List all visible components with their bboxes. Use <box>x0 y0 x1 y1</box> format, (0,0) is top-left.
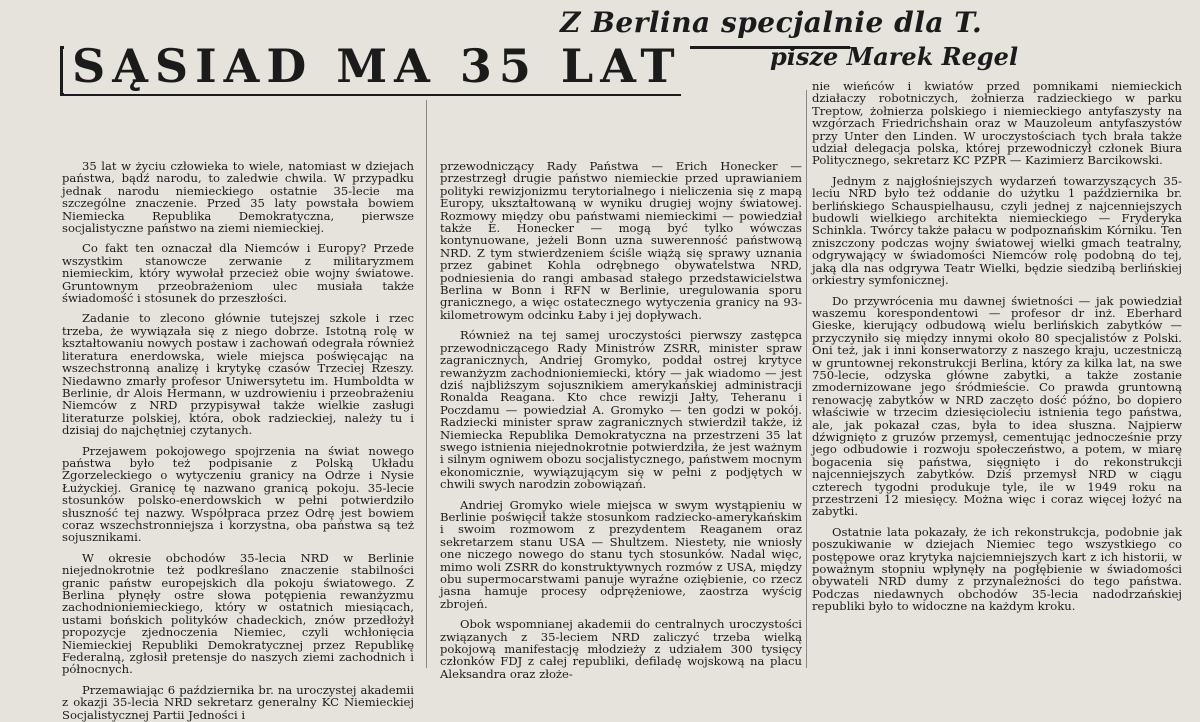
paragraph: W okresie obchodów 35-lecia NRD w Berlinie niejednokrotnie też podkreślano znaczenie stabilności granic państw europejskich dla pokoju światowego. Z Berlina płynęły ostre słowa potępienia rewanżyzmu zachodnioniemieckiego, który w ostatnich miesiącach, ustami bońskich polityków chadeckich, znów przedłożył propozycje zjednoczenia Niemiec, czyli wchłonięcia Niemieckiej Republiki Demokratycznej przez Republikę Federalną, zgłosił pretensje do naszych ziemi zachodnich i północnych. <box>62 550 414 677</box>
column-divider <box>426 100 427 668</box>
column-divider <box>806 90 807 668</box>
paragraph: Co fakt ten oznaczał dla Niemców i Europy? Przede wszystkim stanowcze zerwanie z militaryzmem niemieckim, który wywołał przecież obie wojny światowe. Gruntownym przeobrażeniom ulec musiała także świadomość i stosunek do przeszłości. <box>62 241 414 306</box>
paragraph: Zadanie to zlecono głównie tutejszej szkole i rzec trzeba, że wywiązała się z niego dobrze. Istotną rolę w kształtowaniu nowych postaw i zachowań odegrała również literatura enerdowska, wiele miejsca poświęcając na wszechstronną analizę i krytykę czasów Trzeciej Rzeszy. Niedawno zmarły profesor Uniwersytetu im. Humboldta w Berlinie, dr Alois Hermann, w uzdrowieniu i przeobrażeniu Niemców z NRD przypisywał także wielkie zasługi literaturze polskiej, która, obok radzieckiej, należy tu i dzisiaj do najchętniej czytanych. <box>62 311 414 438</box>
paragraph: Przejawem pokojowego spojrzenia na świat nowego państwa było też podpisanie z Polską Układu Zgorzeleckiego o wytyczeniu granicy na Odrze i Nysie Łużyckiej. Granicę tę nazwano granicą pokoju. 35-lecie stosunków polsko-enerdowskich w pełni potwierdziło słuszność tej nazwy. Współpraca przez Odrę jest bowiem coraz wszechstronniejsza i korzystna, oba państwa są też sojusznikami. <box>62 443 414 545</box>
paragraph: Jednym z najgłośniejszych wydarzeń towarzyszących 35-leciu NRD było też oddanie do użytku 1 października br. berlińskiego Schauspielhausu, czyli jednej z najcenniejszych budowli wielkiego architekta niemieckiego — Fryderyka Schinkla. Twórcy także pałacu w podpoznańskim Kórniku. Ten zniszczony podczas wojny światowej wielki gmach teatralny, odgrywający w świadomości Niemców rolę podobną do tej, jaką dla nas odgrywa Teatr Wielki, będzie siedzibą berlińskiej orkiestry symfonicznej. <box>812 173 1182 288</box>
page-title: SĄSIAD MA 35 LAT <box>64 38 690 94</box>
paragraph: Andriej Gromyko wiele miejsca w swym wystąpieniu w Berlinie poświęcił także stosunkom radziecko-amerykańskim i swoim rozmowom z prezydentem Reaganem oraz sekretarzem stanu USA — Shultzem. Niestety, nie wniosły one niczego nowego do stanu tych stosunków. Nadal więc, mimo woli ZSRR do konstruktywnych rozmów z USA, między obu supermocarstwami panuje wyraźne oziębienie, co rzecz jasna hamuje procesy odprężeniowe, zaostrza wyścig zbrojeń. <box>440 497 802 611</box>
paragraph: nie wieńców i kwiatów przed pomnikami niemieckich działaczy robotniczych, żołnierza radzieckiego w parku Treptow, żołnierza polskiego i niemieckiego antyfaszysty na wzgórzach Friedrichshain oraz w Mauzoleum antyfaszystów przy Unter den Linden. W uroczystościach tych brała także udział delegacja polska, której przewodniczył członek Biura Politycznego, sekretarz KC PZPR — Kazimierz Barcikowski. <box>812 79 1182 168</box>
article-kicker: Z Berlina specjalnie dla T. <box>560 6 983 39</box>
article-column-1 <box>62 159 414 722</box>
paragraph: Również na tej samej uroczystości pierwszy zastępca przewodniczącego Rady Ministrów ZSRR, minister spraw zagranicznych, Andriej Gromyko, poddał ostrej krytyce rewanżyzm zachodnioniemiecki, który — jak wiadomo — jest dziś najbliższym sojusznikiem amerykańskiej administracji Ronalda Reagana. Kto chce rewizji Jałty, Teheranu i Poczdamu — powiedział A. Gromyko — ten godzi w pokój. Radziecki minister spraw zagranicznych stwierdził także, iż Niemiecka Republika Demokratyczna na przestrzeni 35 lat swego istnienia niejednokrotnie potwierdziła, że jest ważnym i silnym ogniwem obozu socjalistycznego, państwem mocnym ekonomicznie, wywiązującym się w pełni z podjętych w chwili swych narodzin zobowiązań. <box>440 328 802 492</box>
paragraph: Ostatnie lata pokazały, że ich rekonstrukcja, podobnie jak poszukiwanie w dziejach Niemiec tego wszystkiego co postępowe oraz krytyka najciemniejszych kart z ich historii, w poważnym stopniu wpłynęły na pogłębienie w świadomości obywateli NRD dumy z przynależności do tego państwa. Podczas niedawnych obchodów 35-lecia nadodrzańskiej republiki było to widoczne na każdym kroku. <box>812 524 1182 614</box>
article-column-3 <box>812 80 1182 668</box>
paragraph: 35 lat w życiu człowieka to wiele, natomiast w dziejach państwa, bądź narodu, to zaledwie chwila. W przypadku jednak narodu niemieckiego ostatnie 35-lecie ma szczególne znaczenie. Przed 35 laty powstała bowiem Niemiecka Republika Demokratyczna, pierwsze socjalistyczne państwo na ziemi niemieckiej. <box>62 159 414 236</box>
paragraph: Obok wspomnianej akademii do centralnych uroczystości związanych z 35-leciem NRD zaliczyć trzeba wielką pokojową manifestację młodzieży z udziałem 300 tysięcy członków FDJ z całej republiki, defiladę wojskową na placu Aleksandra oraz złoże- <box>440 617 802 681</box>
article-column-2 <box>440 159 802 681</box>
article-byline: pisze Marek Regel <box>770 42 1019 71</box>
paragraph: Do przywrócenia mu dawnej świetności — jak powiedział waszemu korespondentowi — profesor dr inż. Eberhard Gieske, kierujący odbudową wielu berlińskich zabytków — przyczyniło się między innymi około 80 specjalistów z Polski. Oni też, jak i inni konserwatorzy z naszego kraju, uczestniczą w gruntownej rekonstrukcji Berlina, który za kilka lat, na swe 750-lecie, odzyska główne zabytki, a także zostanie zmodernizowane jego śródmieście. Co prawda gruntowną renowację zabytków w NRD zaczęto dość późno, bo dopiero właściwie w trzecim dziesięcioleciu istnienia tego państwa, ale, jak pokazał czas, była to idea słuszna. Najpierw dźwignięto z gruzów przemysł, cementując jednocześnie przy jego odbudowie i rozwoju społeczeństwo, a potem, w miarę bogacenia się państwa, sięgnięto i do rekonstrukcji najcenniejszych zabytków. Dziś przemysł NRD w ciągu czterech tygodni produkuje tyle, ile w 1949 roku na przestrzeni 12 miesięcy. Można więc i coraz więcej łożyć na zabytki. <box>812 293 1182 519</box>
paragraph: przewodniczący Rady Państwa — Erich Honecker — przestrzegł drugie państwo niemieckie przed uprawianiem polityki rewizjonizmu terytorialnego i nieliczenia się z mapą Europy, ukształtowaną w wyniku drugiej wojny światowej. Rozmowy między obu państwami niemieckimi — powiedział także E. Honecker — mogą być tylko wówczas kontynuowane, jeżeli Bonn uzna suwerenność państwową NRD. Z tym stwierdzeniem ściśle wiążą się sprawy uznania przez gabinet Kohla odrębnego obywatelstwa NRD, podniesienia do rangi ambasad stałego przedstawicielstwa Berlina w Bonn i RFN w Berlinie, uregulowania sporu granicznego, a więc ostatecznego wytyczenia granicy na 93-kilometrowym odcinku Łaby i jej dopływach. <box>440 159 802 322</box>
paragraph: Przemawiając 6 października br. na uroczystej akademii z okazji 35-lecia NRD sekretarz generalny KC Niemieckiej Socjalistycznej Partii Jedności i <box>62 682 414 722</box>
